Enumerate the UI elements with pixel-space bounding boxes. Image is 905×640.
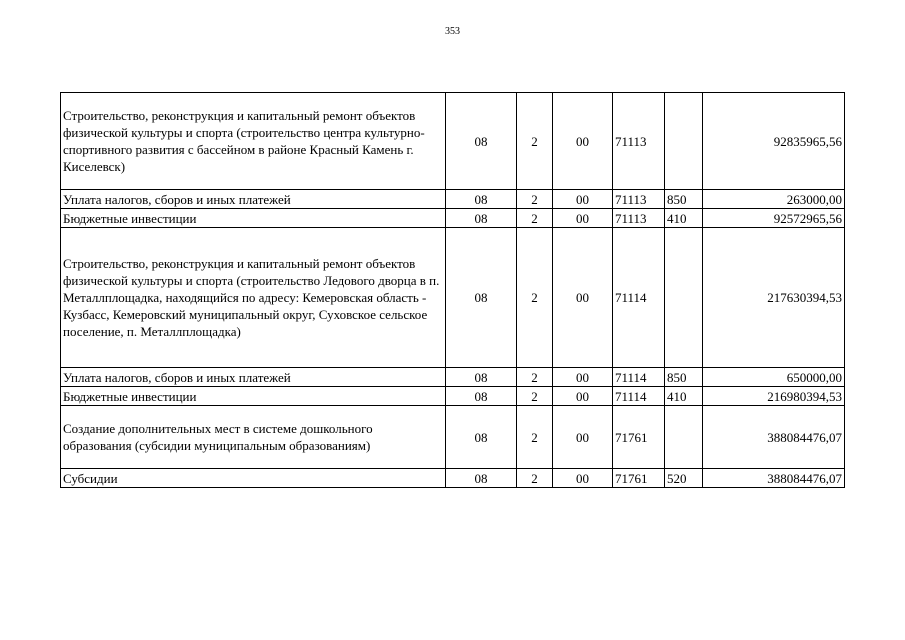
row-expense-type	[665, 228, 703, 368]
row-subsection: 2	[517, 93, 553, 190]
row-subsection: 2	[517, 406, 553, 469]
table-row	[61, 469, 845, 488]
row-program: 00	[553, 209, 613, 228]
row-name: Субсидии	[61, 469, 446, 488]
table-row	[61, 190, 845, 209]
row-program: 00	[553, 368, 613, 387]
row-amount: 92835965,56	[703, 93, 845, 190]
table-row	[61, 406, 845, 469]
page-number: 353	[445, 26, 460, 37]
table-row	[61, 387, 845, 406]
row-section: 08	[446, 387, 517, 406]
row-subsection: 2	[517, 368, 553, 387]
table-row	[61, 209, 845, 228]
row-name: Бюджетные инвестиции	[61, 387, 446, 406]
row-name: Строительство, реконструкция и капитальный ремонт объектов физической культуры и спорта (строительство центра культурно-спортивного развития с бассейном в районе Красный Камень г. Киселевск)	[61, 93, 446, 190]
row-program: 00	[553, 93, 613, 190]
row-expense-type	[665, 406, 703, 469]
table-row	[61, 93, 845, 190]
row-section: 08	[446, 93, 517, 190]
row-section: 08	[446, 469, 517, 488]
row-subsection: 2	[517, 228, 553, 368]
row-amount: 217630394,53	[703, 228, 845, 368]
row-name: Создание дополнительных мест в системе дошкольного образования (субсидии муниципальным образованиям)	[61, 406, 446, 469]
row-article: 71761	[613, 469, 665, 488]
row-article: 71761	[613, 406, 665, 469]
row-expense-type: 850	[665, 190, 703, 209]
row-subsection: 2	[517, 387, 553, 406]
row-name: Уплата налогов, сборов и иных платежей	[61, 190, 446, 209]
row-article: 71114	[613, 368, 665, 387]
row-article: 71113	[613, 209, 665, 228]
row-expense-type: 410	[665, 387, 703, 406]
row-section: 08	[446, 209, 517, 228]
row-amount: 388084476,07	[703, 406, 845, 469]
row-amount: 92572965,56	[703, 209, 845, 228]
row-expense-type: 850	[665, 368, 703, 387]
row-amount: 388084476,07	[703, 469, 845, 488]
row-expense-type	[665, 93, 703, 190]
row-subsection: 2	[517, 209, 553, 228]
row-article: 71113	[613, 93, 665, 190]
row-amount: 263000,00	[703, 190, 845, 209]
row-expense-type: 410	[665, 209, 703, 228]
row-program: 00	[553, 190, 613, 209]
row-program: 00	[553, 387, 613, 406]
row-article: 71113	[613, 190, 665, 209]
row-name: Уплата налогов, сборов и иных платежей	[61, 368, 446, 387]
row-program: 00	[553, 406, 613, 469]
row-section: 08	[446, 228, 517, 368]
row-name: Бюджетные инвестиции	[61, 209, 446, 228]
table-row	[61, 228, 845, 368]
row-subsection: 2	[517, 469, 553, 488]
row-subsection: 2	[517, 190, 553, 209]
row-amount: 216980394,53	[703, 387, 845, 406]
budget-table	[60, 92, 845, 488]
row-program: 00	[553, 228, 613, 368]
row-amount: 650000,00	[703, 368, 845, 387]
row-section: 08	[446, 406, 517, 469]
row-name: Строительство, реконструкция и капитальный ремонт объектов физической культуры и спорта (строительство Ледового дворца в п. Металлплощадка, находящийся по адресу: Кемеровская область - Кузбасс, Кемеровский муниципальный округ, Суховское сельское поселение, п. Металлплощадка)	[61, 228, 446, 368]
row-article: 71114	[613, 387, 665, 406]
row-program: 00	[553, 469, 613, 488]
table-row	[61, 368, 845, 387]
row-expense-type: 520	[665, 469, 703, 488]
row-article: 71114	[613, 228, 665, 368]
row-section: 08	[446, 190, 517, 209]
row-section: 08	[446, 368, 517, 387]
